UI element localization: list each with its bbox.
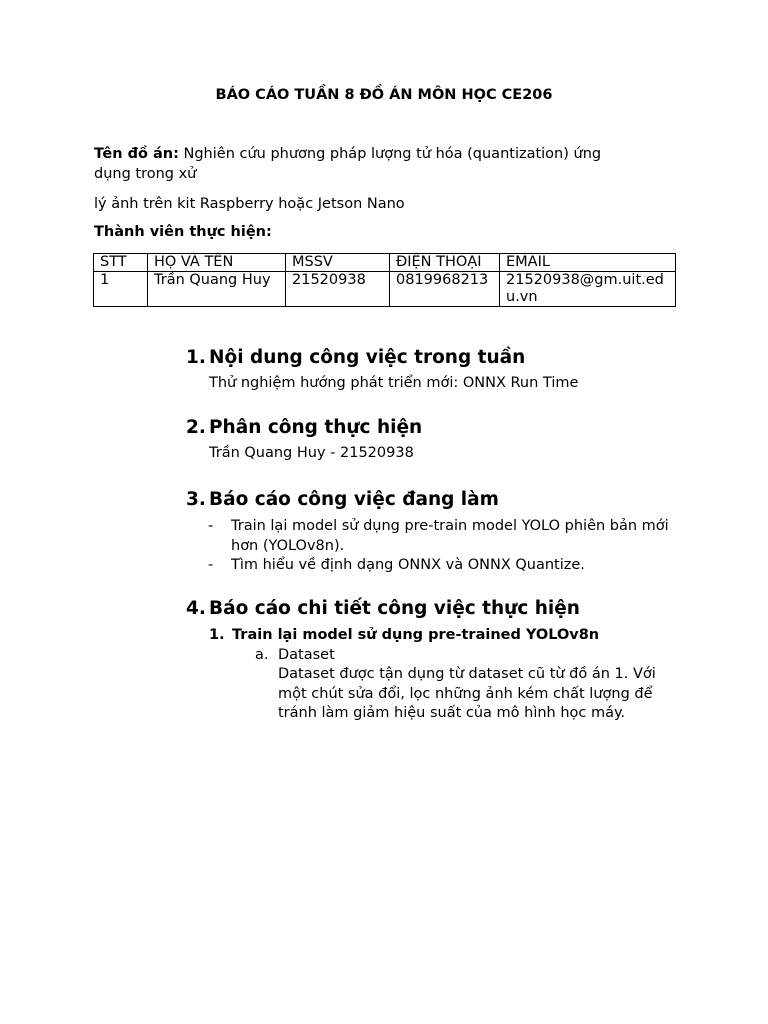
- section-1-heading: [186, 346, 578, 370]
- cell-email: 21520938@gm.uit.edu.vn: [500, 272, 676, 307]
- section-4-heading: [186, 597, 668, 621]
- cell-phone: 0819968213: [390, 272, 500, 307]
- alpha-item: [255, 646, 668, 666]
- subsection-heading: [209, 626, 668, 646]
- subsection-number: 1.: [209, 627, 225, 643]
- cell-stt: 1: [94, 272, 148, 307]
- list-item-text: Tìm hiểu về định dạng ONNX và ONNX Quantize.: [231, 557, 585, 573]
- header-stt: STT: [94, 254, 148, 272]
- subsection-title: Train lại model sử dụng pre-trained YOLOv8n: [232, 627, 600, 643]
- section-4-title: Báo cáo chi tiết công việc thực hiện: [209, 598, 580, 619]
- dash-marker: -: [208, 518, 214, 534]
- section-4-number: 4.: [186, 598, 206, 619]
- section-1-body: Thử nghiệm hướng phát triển mới: ONNX Run Time: [209, 375, 579, 391]
- section-3-list: [208, 517, 681, 576]
- header-name: HỌ VÀ TÊN: [148, 254, 286, 272]
- section-4: [186, 597, 668, 724]
- section-2-title: Phân công thực hiện: [209, 417, 423, 438]
- project-name-block: [94, 144, 601, 184]
- section-2-number: 2.: [186, 417, 206, 438]
- table-header-row: [94, 254, 676, 272]
- dash-marker: -: [208, 557, 214, 573]
- alpha-label: Dataset: [278, 646, 335, 663]
- header-email: EMAIL: [500, 254, 676, 272]
- cell-mssv: 21520938: [286, 272, 390, 307]
- header-phone: ĐIỆN THOẠI: [390, 254, 500, 272]
- header-mssv: MSSV: [286, 254, 390, 272]
- section-2: [186, 416, 422, 464]
- alpha-list: [255, 646, 668, 724]
- section-2-body: Trần Quang Huy - 21520938: [209, 445, 414, 461]
- section-3-title: Báo cáo công việc đang làm: [209, 489, 499, 510]
- members-label: Thành viên thực hiện:: [94, 224, 272, 240]
- alpha-number: a.: [255, 646, 269, 663]
- section-4-sublist: [209, 626, 668, 724]
- project-text-line2: dụng trong xử: [94, 166, 197, 182]
- list-item-text: Train lại model sử dụng pre-train model YOLO phiên bản mới hơn (YOLOv8n).: [231, 518, 669, 554]
- members-table: [93, 253, 676, 307]
- section-3: [186, 488, 681, 576]
- section-1: [186, 346, 578, 394]
- table-row: [94, 272, 676, 307]
- project-label: Tên đồ án:: [94, 146, 179, 162]
- list-item: [208, 517, 681, 556]
- cell-name: Trần Quang Huy: [148, 272, 286, 307]
- section-3-number: 3.: [186, 489, 206, 510]
- section-1-number: 1.: [186, 347, 206, 368]
- section-2-heading: [186, 416, 422, 440]
- section-1-title: Nội dung công việc trong tuần: [209, 347, 526, 368]
- page-title: BÁO CÁO TUẦN 8 ĐỒ ÁN MÔN HỌC CE206: [215, 87, 553, 103]
- list-item: [208, 556, 681, 576]
- project-text-line3: lý ảnh trên kit Raspberry hoặc Jetson Nano: [94, 196, 405, 212]
- section-3-heading: [186, 488, 681, 512]
- project-text-line1: Nghiên cứu phương pháp lượng tử hóa (quantization) ứng: [183, 146, 602, 162]
- alpha-body: Dataset được tận dụng từ dataset cũ từ đồ án 1. Với một chút sửa đổi, lọc những ảnh kém chất lượng để tránh làm giảm hiệu suất của mô hình học máy.: [278, 666, 656, 721]
